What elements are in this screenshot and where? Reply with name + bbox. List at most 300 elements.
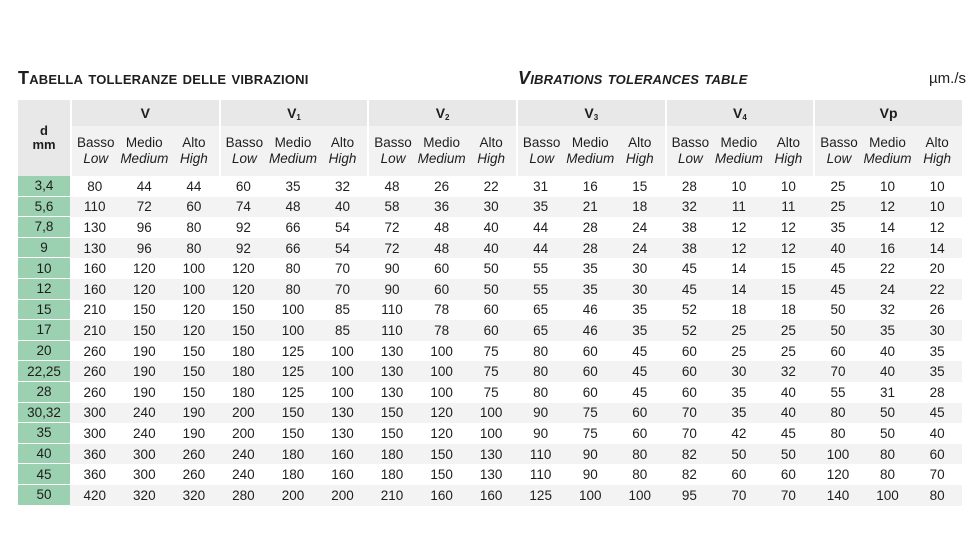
- level-label-it: Alto: [330, 135, 355, 151]
- value-cell: 75: [483, 343, 499, 359]
- value-cell: 12: [863, 197, 913, 218]
- value-cell: 90: [582, 467, 598, 483]
- table-body: [18, 176, 962, 506]
- value-cell: 74: [219, 197, 269, 218]
- value-cell: 130: [380, 384, 404, 400]
- vibration-tolerance-table: [18, 100, 962, 506]
- value-cell: 45: [632, 343, 648, 359]
- table-row: [18, 279, 962, 300]
- level-label-it: Medio: [571, 135, 609, 151]
- value-cell: 80: [268, 279, 318, 300]
- level-label-en: Medium: [566, 151, 615, 166]
- group-subscript: 4: [742, 112, 747, 122]
- value-cell: 18: [615, 197, 665, 218]
- level-label-en: Low: [826, 151, 852, 166]
- value-cell: 130: [318, 403, 368, 424]
- value-cell: 70: [665, 403, 715, 424]
- value-cell: 180: [281, 467, 305, 483]
- level-label-it: Basso: [820, 135, 858, 151]
- value-cell: 130: [367, 361, 417, 382]
- group-name: V: [435, 104, 446, 121]
- level-label-it: Medio: [720, 135, 758, 151]
- value-cell: 25: [764, 320, 814, 341]
- value-cell: 50: [830, 302, 846, 318]
- diameter-cell: 12: [18, 279, 70, 300]
- group-header: [665, 100, 814, 126]
- level-label-en: Medium: [120, 151, 169, 166]
- value-cell: 180: [268, 444, 318, 465]
- value-cell: 320: [169, 485, 219, 506]
- value-cell: 180: [232, 384, 255, 400]
- value-cell: 260: [182, 467, 206, 483]
- value-cell: 35: [731, 384, 747, 400]
- group-subscript: 2: [445, 112, 450, 122]
- value-cell: 12: [929, 219, 945, 235]
- value-cell: 130: [479, 467, 503, 483]
- level-header: [417, 126, 467, 176]
- value-cell: 120: [417, 403, 467, 424]
- value-cell: 35: [632, 302, 648, 318]
- table-row: [18, 258, 962, 279]
- level-label-it: Medio: [125, 135, 163, 151]
- value-cell: 120: [219, 279, 269, 300]
- group-header-row: [18, 100, 962, 126]
- value-cell: 260: [83, 343, 107, 359]
- value-cell: 150: [268, 403, 318, 424]
- value-cell: 200: [268, 485, 318, 506]
- value-cell: 280: [219, 485, 269, 506]
- value-cell: 35: [863, 320, 913, 341]
- diameter-cell: 5,6: [18, 197, 70, 218]
- value-cell: 160: [417, 485, 467, 506]
- value-cell: 200: [318, 485, 368, 506]
- value-cell: 65: [516, 320, 566, 341]
- value-cell: 40: [318, 197, 368, 218]
- value-cell: 60: [731, 467, 747, 483]
- value-cell: 190: [120, 361, 170, 382]
- diameter-cell: 30,32: [18, 403, 70, 424]
- value-cell: 14: [880, 219, 896, 235]
- value-cell: 120: [169, 320, 219, 341]
- level-header: [318, 126, 368, 176]
- value-cell: 100: [565, 485, 615, 506]
- value-cell: 80: [186, 219, 202, 235]
- value-cell: 60: [466, 320, 516, 341]
- value-cell: 75: [582, 425, 598, 441]
- value-cell: 70: [681, 425, 697, 441]
- value-cell: 10: [780, 178, 796, 194]
- level-label-en: Medium: [268, 151, 317, 166]
- group-name: V: [584, 104, 594, 121]
- level-header: [169, 126, 219, 176]
- value-cell: 50: [466, 279, 516, 300]
- value-cell: 80: [912, 485, 962, 506]
- level-label-en: High: [179, 151, 208, 166]
- value-cell: 14: [731, 261, 747, 277]
- value-cell: 150: [281, 425, 305, 441]
- level-header: [764, 126, 814, 176]
- table-row: [18, 176, 962, 197]
- diameter-cell: 50: [18, 485, 70, 506]
- diameter-cell: 40: [18, 444, 70, 465]
- value-cell: 60: [780, 467, 796, 483]
- level-label-it: Alto: [925, 135, 949, 151]
- diameter-cell: 3,4: [18, 176, 70, 197]
- table-row: [18, 464, 962, 485]
- value-cell: 48: [268, 197, 318, 218]
- group-subscript: 1: [296, 112, 301, 122]
- value-cell: 60: [681, 343, 697, 359]
- value-cell: 60: [434, 261, 450, 277]
- value-cell: 45: [912, 403, 962, 424]
- value-cell: 26: [929, 302, 945, 318]
- value-cell: 100: [615, 485, 665, 506]
- level-label-en: High: [477, 151, 506, 166]
- level-label-en: High: [328, 151, 357, 166]
- value-cell: 54: [318, 238, 368, 259]
- table-row: [18, 320, 962, 341]
- level-header: [863, 126, 913, 176]
- value-cell: 80: [533, 384, 549, 400]
- value-cell: 12: [764, 238, 814, 259]
- level-header: [120, 126, 170, 176]
- level-label-it: Basso: [374, 135, 412, 151]
- value-cell: 54: [334, 219, 351, 235]
- value-cell: 100: [268, 320, 318, 341]
- value-cell: 125: [281, 384, 305, 400]
- value-cell: 48: [417, 238, 467, 259]
- value-cell: 12: [731, 219, 747, 235]
- value-cell: 150: [182, 343, 206, 359]
- table-row: [18, 238, 962, 259]
- level-header: [268, 126, 318, 176]
- value-cell: 120: [232, 261, 255, 277]
- value-cell: 60: [582, 343, 598, 359]
- value-cell: 46: [565, 320, 615, 341]
- value-cell: 80: [533, 343, 549, 359]
- value-cell: 25: [731, 343, 747, 359]
- value-cell: 150: [380, 425, 404, 441]
- table-row: [18, 444, 962, 465]
- value-cell: 200: [232, 425, 255, 441]
- diameter-cell: 20: [18, 341, 70, 362]
- value-cell: 125: [268, 361, 318, 382]
- value-cell: 300: [83, 425, 107, 441]
- value-cell: 80: [830, 425, 846, 441]
- value-cell: 130: [83, 219, 107, 235]
- value-cell: 60: [565, 361, 615, 382]
- value-cell: 190: [133, 343, 156, 359]
- value-cell: 78: [434, 302, 450, 318]
- value-cell: 30: [912, 320, 962, 341]
- level-label-it: Basso: [225, 135, 264, 151]
- value-cell: 55: [516, 279, 566, 300]
- level-label-en: High: [774, 151, 803, 166]
- value-cell: 90: [384, 261, 400, 277]
- value-cell: 42: [731, 425, 747, 441]
- value-cell: 90: [367, 279, 417, 300]
- value-cell: 90: [516, 403, 566, 424]
- value-cell: 10: [731, 178, 747, 194]
- level-header: [516, 126, 566, 176]
- value-cell: 28: [582, 219, 598, 235]
- unit-label: µm./s: [929, 70, 966, 87]
- level-label-en: Low: [380, 151, 406, 166]
- group-header: [516, 100, 665, 126]
- value-cell: 100: [417, 361, 467, 382]
- level-label-it: Basso: [522, 135, 561, 151]
- level-label-it: Medio: [869, 135, 906, 151]
- value-cell: 240: [232, 467, 255, 483]
- value-cell: 40: [764, 403, 814, 424]
- value-cell: 12: [780, 219, 796, 235]
- value-cell: 260: [70, 361, 120, 382]
- value-cell: 160: [466, 485, 516, 506]
- value-cell: 50: [483, 261, 499, 277]
- table-row: [18, 217, 962, 238]
- value-cell: 24: [632, 219, 648, 235]
- level-header: [714, 126, 764, 176]
- value-cell: 25: [813, 197, 863, 218]
- table-row: [18, 485, 962, 506]
- level-label-en: Medium: [863, 151, 912, 166]
- table-row: [18, 300, 962, 321]
- value-cell: 150: [417, 444, 467, 465]
- level-label-en: Low: [677, 151, 703, 166]
- value-cell: 28: [565, 238, 615, 259]
- level-header: [70, 126, 120, 176]
- value-cell: 40: [929, 425, 945, 441]
- value-cell: 50: [880, 425, 896, 441]
- diameter-unit: mm: [32, 137, 56, 152]
- value-cell: 160: [318, 444, 368, 465]
- group-name: Vp: [879, 104, 898, 121]
- value-cell: 15: [632, 178, 648, 194]
- value-cell: 48: [384, 178, 400, 194]
- value-cell: 72: [367, 238, 417, 259]
- value-cell: 14: [714, 279, 764, 300]
- value-cell: 15: [764, 279, 814, 300]
- value-cell: 150: [430, 467, 453, 483]
- value-cell: 30: [466, 197, 516, 218]
- value-cell: 96: [136, 219, 152, 235]
- value-cell: 11: [764, 197, 814, 218]
- value-cell: 75: [466, 361, 516, 382]
- value-cell: 14: [912, 238, 962, 259]
- value-cell: 120: [182, 302, 206, 318]
- value-cell: 120: [120, 279, 170, 300]
- value-cell: 50: [764, 444, 814, 465]
- group-subscript: 3: [593, 112, 599, 122]
- diameter-cell: 35: [18, 423, 70, 444]
- diameter-cell: 45: [18, 464, 70, 485]
- value-cell: 180: [219, 361, 269, 382]
- value-cell: 35: [565, 279, 615, 300]
- group-header: [219, 100, 368, 126]
- value-cell: 31: [880, 384, 896, 400]
- diameter-cell: 17: [18, 320, 70, 341]
- value-cell: 80: [863, 444, 913, 465]
- level-label-it: Basso: [671, 135, 710, 151]
- value-cell: 70: [318, 279, 368, 300]
- level-header: [466, 126, 516, 176]
- value-cell: 150: [232, 302, 255, 318]
- value-cell: 100: [281, 302, 305, 318]
- value-cell: 35: [516, 197, 566, 218]
- value-cell: 60: [582, 384, 598, 400]
- value-cell: 22: [912, 279, 962, 300]
- value-cell: 80: [632, 467, 648, 483]
- value-cell: 65: [533, 302, 549, 318]
- value-cell: 28: [681, 178, 697, 194]
- value-cell: 22: [880, 261, 896, 277]
- value-cell: 110: [529, 467, 552, 483]
- value-cell: 40: [466, 238, 516, 259]
- level-label-it: Alto: [479, 135, 503, 151]
- table-row: [18, 382, 962, 403]
- level-header: [615, 126, 665, 176]
- value-cell: 92: [235, 219, 251, 235]
- value-cell: 60: [830, 343, 846, 359]
- value-cell: 70: [929, 467, 945, 483]
- value-cell: 24: [863, 279, 913, 300]
- level-header: [813, 126, 863, 176]
- value-cell: 60: [681, 384, 697, 400]
- value-cell: 82: [681, 467, 697, 483]
- value-cell: 60: [665, 361, 715, 382]
- level-label-it: Basso: [77, 135, 115, 151]
- value-cell: 110: [70, 197, 120, 218]
- value-cell: 40: [880, 343, 896, 359]
- value-cell: 60: [632, 425, 648, 441]
- value-cell: 150: [182, 384, 206, 400]
- value-cell: 160: [70, 279, 120, 300]
- group-header: [70, 100, 219, 126]
- value-cell: 30: [615, 279, 665, 300]
- value-cell: 60: [615, 403, 665, 424]
- value-cell: 60: [483, 302, 499, 318]
- value-cell: 66: [268, 238, 318, 259]
- level-label-en: Low: [232, 151, 257, 166]
- value-cell: 120: [430, 425, 453, 441]
- value-cell: 100: [863, 485, 913, 506]
- value-cell: 70: [764, 485, 814, 506]
- value-cell: 35: [714, 403, 764, 424]
- title-bar: [18, 68, 970, 96]
- value-cell: 85: [318, 320, 368, 341]
- level-label-en: Low: [529, 151, 555, 166]
- value-cell: 10: [912, 197, 962, 218]
- value-cell: 92: [219, 238, 269, 259]
- value-cell: 100: [466, 403, 516, 424]
- value-cell: 100: [331, 384, 354, 400]
- value-cell: 44: [533, 219, 549, 235]
- value-cell: 31: [533, 178, 549, 194]
- value-cell: 120: [133, 261, 156, 277]
- value-cell: 45: [780, 425, 796, 441]
- value-cell: 150: [133, 302, 156, 318]
- value-cell: 300: [133, 467, 156, 483]
- value-cell: 80: [285, 261, 301, 277]
- value-cell: 75: [483, 384, 499, 400]
- level-label-en: Medium: [714, 151, 763, 166]
- value-cell: 95: [665, 485, 715, 506]
- value-cell: 130: [466, 444, 516, 465]
- table-row: [18, 423, 962, 444]
- value-cell: 190: [169, 403, 219, 424]
- value-cell: 260: [169, 444, 219, 465]
- table-row: [18, 403, 962, 424]
- value-cell: 80: [813, 403, 863, 424]
- value-cell: 120: [826, 467, 850, 483]
- diameter-cell: 15: [18, 300, 70, 321]
- value-cell: 12: [714, 238, 764, 259]
- value-cell: 90: [565, 444, 615, 465]
- value-cell: 300: [70, 403, 120, 424]
- value-cell: 180: [367, 444, 417, 465]
- value-cell: 40: [863, 361, 913, 382]
- value-cell: 100: [479, 425, 503, 441]
- value-cell: 52: [665, 320, 715, 341]
- value-cell: 35: [285, 178, 301, 194]
- value-cell: 82: [665, 444, 715, 465]
- value-cell: 32: [665, 197, 715, 218]
- value-cell: 80: [169, 238, 219, 259]
- value-cell: 75: [565, 403, 615, 424]
- value-cell: 360: [83, 467, 107, 483]
- value-cell: 80: [516, 361, 566, 382]
- value-cell: 45: [615, 361, 665, 382]
- level-label-it: Alto: [628, 135, 652, 151]
- value-cell: 110: [381, 302, 403, 318]
- value-cell: 72: [120, 197, 170, 218]
- value-cell: 140: [813, 485, 863, 506]
- value-cell: 240: [120, 403, 170, 424]
- value-cell: 18: [731, 302, 747, 318]
- value-cell: 52: [681, 302, 697, 318]
- value-cell: 240: [133, 425, 156, 441]
- value-cell: 38: [681, 219, 697, 235]
- level-label-en: High: [923, 151, 952, 166]
- value-cell: 110: [516, 444, 566, 465]
- value-cell: 130: [331, 425, 354, 441]
- value-cell: 150: [169, 361, 219, 382]
- value-cell: 320: [120, 485, 170, 506]
- value-cell: 150: [219, 320, 269, 341]
- value-cell: 44: [186, 178, 202, 194]
- value-cell: 180: [232, 343, 255, 359]
- diameter-cell: 10: [18, 258, 70, 279]
- diameter-cell: 9: [18, 238, 70, 259]
- value-cell: 32: [880, 302, 896, 318]
- value-cell: 100: [169, 279, 219, 300]
- value-cell: 26: [434, 178, 450, 194]
- value-cell: 125: [281, 343, 305, 359]
- value-cell: 18: [780, 302, 796, 318]
- level-header: [219, 126, 269, 176]
- title-italian: Tabella tolleranze delle vibrazioni: [18, 68, 309, 88]
- value-cell: 150: [367, 403, 417, 424]
- value-cell: 100: [318, 361, 368, 382]
- group-header: [813, 100, 962, 126]
- value-cell: 25: [780, 343, 796, 359]
- value-cell: 125: [516, 485, 566, 506]
- value-cell: 110: [367, 320, 417, 341]
- value-cell: 85: [334, 302, 351, 318]
- value-cell: 40: [780, 384, 796, 400]
- level-header: [565, 126, 615, 176]
- value-cell: 90: [533, 425, 549, 441]
